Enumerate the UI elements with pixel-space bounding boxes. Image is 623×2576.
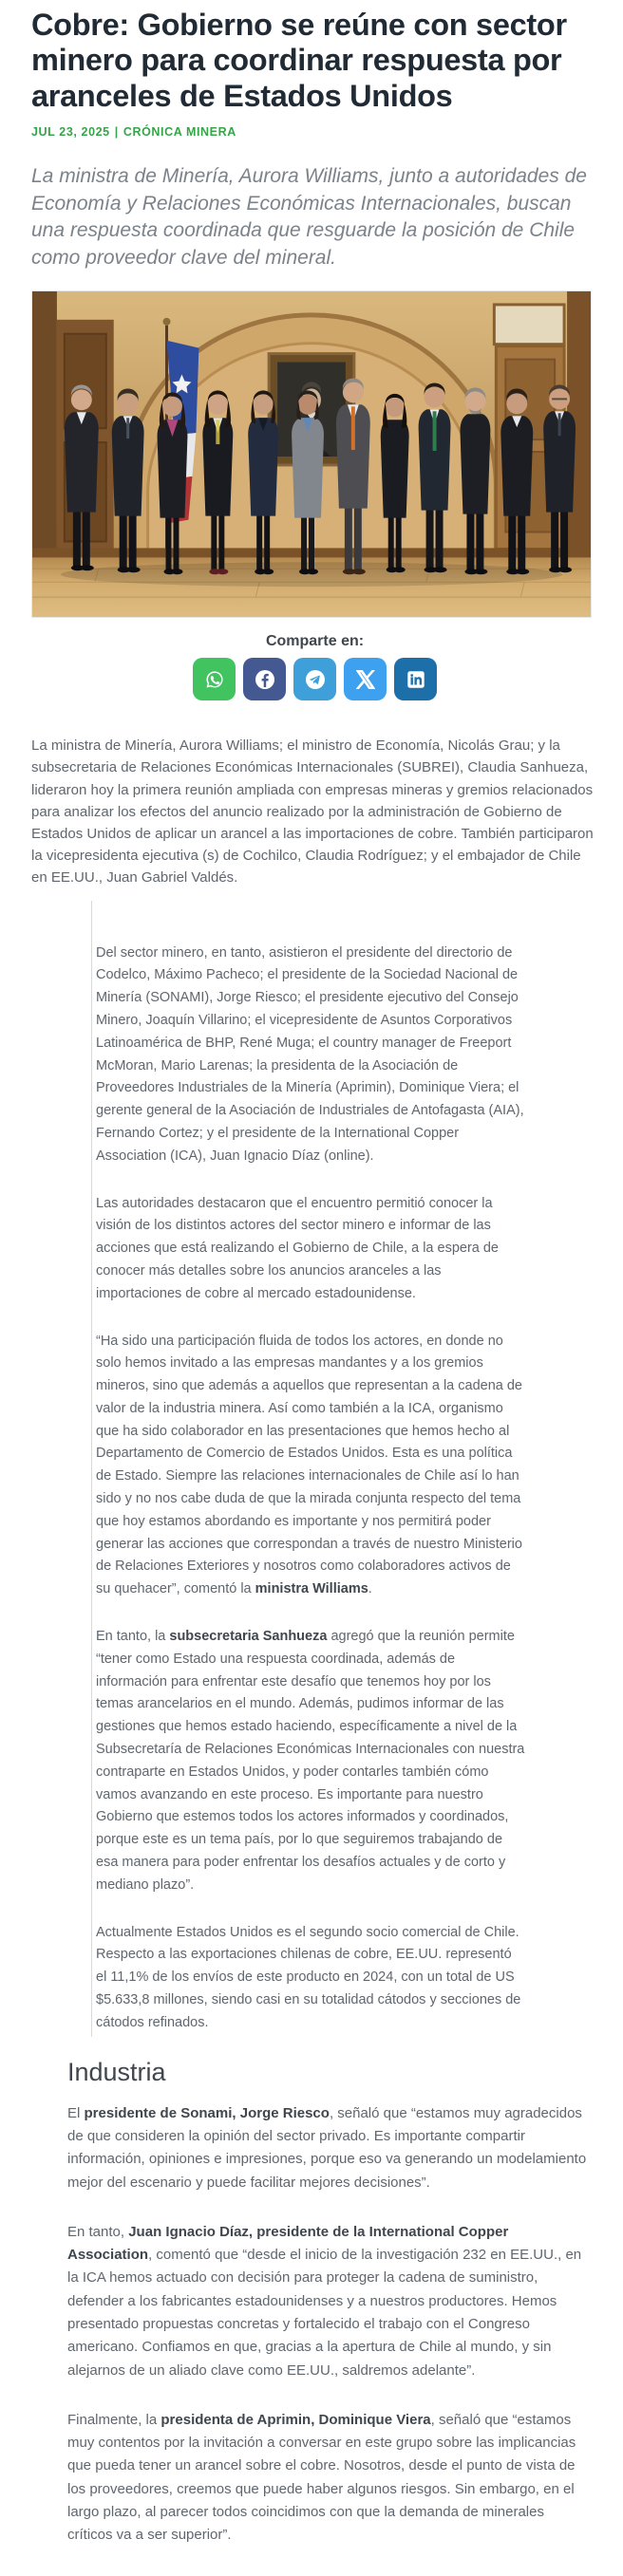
meeting-group-photo <box>32 291 591 617</box>
intro-paragraph: La ministra de Minería, Aurora Williams; el ministro de Economía, Nicolás Grau; y la subsecretaria de Relaciones Económicas Internacionales (SUBREI), Claudia Sanhueza, lideraron hoy la primera reunión ampliada con empresas mineras y gremios relacionados para analizar los efectos del anuncio realizado por la administración de Gobierno de Estados Unidos de aplicar un arancel a las importaciones de cobre. También participaron la vicepresidenta ejecutiva (s) de Cochilco, Claudia Rodríguez; y el embajador de Chile en EE.UU., Juan Gabriel Valdés. <box>31 737 594 887</box>
article-date: JUL 23, 2025 <box>31 125 110 140</box>
article-meta <box>31 125 598 139</box>
whatsapp-icon <box>204 669 225 690</box>
share-x-twitter-button[interactable] <box>344 658 387 700</box>
linkedin-icon <box>406 669 426 690</box>
industry-paragraph-1: El presidente de Sonami, Jorge Riesco, señaló que “estamos muy agradecidos de que consideren la opinión del sector privado. Es importante compartir información, opiniones e impresiones, porque eso va generando un modelamiento mejor del escenario y puede facilitar mejores decisiones”. <box>67 2104 587 2191</box>
article-photo <box>31 290 592 618</box>
share-telegram-button[interactable] <box>293 658 336 700</box>
meta-separator: | <box>114 125 119 140</box>
article-category-link[interactable]: CRÓNICA MINERA <box>123 125 236 140</box>
blockquote-paragraph-5: Actualmente Estados Unidos es el segundo socio comercial de Chile. Respecto a las exportaciones chilenas de cobre, EE.UU. representó el 11,1% de los envíos de este producto en 2024, con un total de US $5.633,8 millones, siendo casi en su totalidad cátodos y secciones de cátodos refinados. <box>96 1924 521 2030</box>
industry-section <box>67 2058 593 2548</box>
blockquote-paragraph-1: Del sector minero, en tanto, asistieron el presidente del directorio de Codelco, Máximo Pacheco; el presidente de la Sociedad Nacional de Minería (SONAMI), Jorge Riesco; el presidente ejecutivo del Consejo Minero, Joaquín Villarino; el vicepresidente de Asuntos Corporativos Latinoamérica de BHP, René Muga; el country manager de Freeport McMoran, Mario Larenas; la presidenta de la Asociación de Proveedores Industriales de la Minería (Aprimin), Dominique Viera; el gerente general de la Asociación de Industriales de Antofagasta (AIA), Fernando Cortez; y el presidente de la International Copper Association (ICA), Juan Ignacio Díaz (online). <box>96 944 524 1164</box>
x-twitter-icon <box>356 670 375 689</box>
share-whatsapp-button[interactable] <box>193 658 236 700</box>
blockquote-paragraph-4: En tanto, la subsecretaria Sanhueza agregó que la reunión permite “tener como Estado una respuesta coordinada, además de información para enfrentar este desafío que tenemos hoy por los temas arancelarios en el mundo. Además, pudimos informar de las gestiones que hemos estado haciendo, específicamente a nivel de la Subsecretaría de Relaciones Económicas Internacionales con nuestra contraparte en Estados Unidos, y poder contarles también cómo vamos avanzando en este proceso. Es importante para nuestro Gobierno que estemos todos los actores informados y coordinados, porque este es un tema país, por lo que seguiremos trabajando de esa manera para poder enfrentar los desafíos actuales y de corto y mediano plazo”. <box>96 1629 525 1893</box>
article-title: Cobre: Gobierno se reúne con sector minero para coordinar respuesta por aranceles de Estados Unidos <box>31 8 567 113</box>
blockquote-paragraph-3: “Ha sido una participación fluida de todos los actores, en donde no solo hemos invitado a las empresas mandantes y a los gremios mineros, sino que además a aquellos que representan a la cadena de valor de la industria minera. Así como también a la ICA, organismo que ha sido colaborador en las presentaciones que hemos hecho al Departamento de Comercio de Estados Unidos. Esta es una política de Estado. Siempre las relaciones internacionales de Chile así lo han sido y no nos cabe duda de que la mirada conjunta respecto del tema que hoy estamos abordando es importante y nos permitirá poder generar las acciones que correspondan a través de nuestro Ministerio de Relaciones Exteriores y nosotros como colaboradores activos de su quehacer”, comentó la ministra Williams. <box>96 1333 522 1597</box>
share-facebook-button[interactable] <box>243 658 286 700</box>
article-lede: La ministra de Minería, Aurora Williams, junto a autoridades de Economía y Relaciones Económicas Internacionales, buscan una respuesta coordinada que resguarde la posición de Chile como proveedor clave del mineral. <box>31 165 587 269</box>
share-linkedin-button[interactable] <box>394 658 437 700</box>
facebook-icon <box>254 668 276 691</box>
industry-paragraph-2: En tanto, Juan Ignacio Díaz, presidente de la International Copper Association, comentó que “desde el inicio de la investigación 232 en EE.UU., en la ICA hemos actuado con decisión para proteger la cadena de suministro, defender a los fabricantes estadounidenses y a nuestros productores. Hemos presentado propuestas concretas y fortalecido el trabajo con el Congreso americano. Confiamos en que, gracias a la apertura de Chile al mundo, y sin alejarnos de un aliado clave como EE.UU., saldremos adelante”. <box>67 2223 582 2379</box>
share-buttons <box>31 658 598 700</box>
share-label: Comparte en: <box>265 633 365 650</box>
industry-paragraph-3: Finalmente, la presidenta de Aprimin, Dominique Viera, señaló que “estamos muy contentos por la invitación a conversar en este grupo sobre las implicancias que pueda tener un arancel sobre el cobre. Nosotros, desde el punto de vista de los proveedores, creemos que puede haber algunos riesgos. Sin embargo, en el largo plazo, al parecer todos coincidimos con que la demanda de minerales críticos va a ser superior”. <box>67 2411 576 2544</box>
telegram-icon <box>304 668 327 691</box>
blockquote-paragraph-2: Las autoridades destacaron que el encuentro permitió conocer la visión de los distintos actores del sector minero e informar de las acciones que está realizando el Gobierno de Chile, a la espera de conocer más detalles sobre los anuncios aranceles a las importaciones de cobre al mercado estadounidense. <box>96 1195 499 1301</box>
article-blockquote <box>91 901 527 2037</box>
industry-heading: Industria <box>67 2057 166 2086</box>
